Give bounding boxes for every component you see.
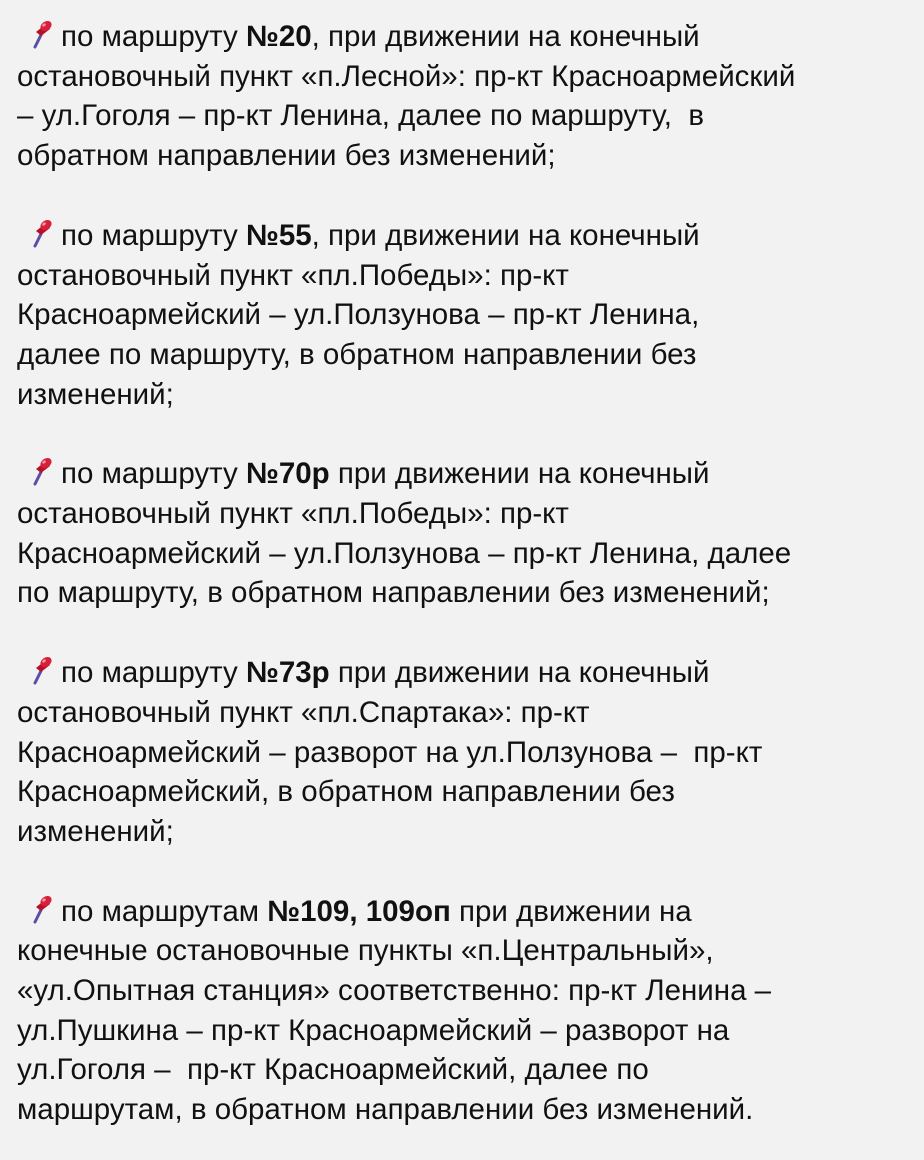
pushpin-icon — [27, 219, 53, 249]
pushpin-icon — [27, 895, 53, 925]
pushpin-icon — [27, 457, 53, 487]
route-lead-text: по маршруту — [61, 656, 246, 690]
route-number: №73р — [245, 656, 330, 690]
pushpin-icon — [27, 656, 53, 686]
route-lead-text: по маршрутам — [61, 894, 268, 928]
route-lead-text: по маршруту — [61, 20, 246, 53]
route-description: , при движении на конечный остановочный пункт «п.Лесной»: пр-кт Красноармейский – ул.Гоголя – пр-кт Ленина, далее по маршруту, в обратном направлении без изменений; — [17, 20, 796, 173]
route-paragraph-70r — [17, 454, 914, 613]
route-paragraph-20 — [17, 17, 914, 176]
route-description: , при движении на конечный остановочный пункт «пл.Победы»: пр-кт Красноармейский – ул.Ползунова – пр-кт Ленина, далее по маршруту, в обратном направлении без изменений; — [17, 218, 700, 411]
route-paragraph-55 — [17, 216, 914, 415]
route-paragraph-109 — [17, 892, 914, 1130]
route-number: №55 — [245, 218, 312, 252]
pushpin-icon — [27, 20, 53, 50]
route-description: при движении на конечные остановочные пункты «п.Центральный», «ул.Опытная станция» соответственно: пр-кт Ленина – ул.Пушкина – пр-кт Красноармейский – разворот на ул.Гоголя – пр-кт Красноармейский, далее по маршрутам, в обратном направлении без изменений. — [17, 894, 772, 1127]
route-lead-text: по маршруту — [61, 218, 246, 252]
route-lead-text: по маршруту — [61, 457, 246, 491]
route-description: при движении на конечный остановочный пункт «пл.Победы»: пр-кт Красноармейский – ул.Ползунова – пр-кт Ленина, далее по маршруту, в обратном направлении без изменений; — [17, 457, 792, 610]
route-number: №109, 109оп — [267, 894, 451, 928]
route-description: при движении на конечный остановочный пункт «пл.Спартака»: пр-кт Красноармейский – разворот на ул.Ползунова – пр-кт Красноармейский, в обратном направлении без изменений; — [17, 656, 763, 848]
route-number: №20 — [245, 20, 312, 53]
route-paragraph-73r — [17, 653, 914, 852]
route-number: №70р — [245, 457, 330, 491]
